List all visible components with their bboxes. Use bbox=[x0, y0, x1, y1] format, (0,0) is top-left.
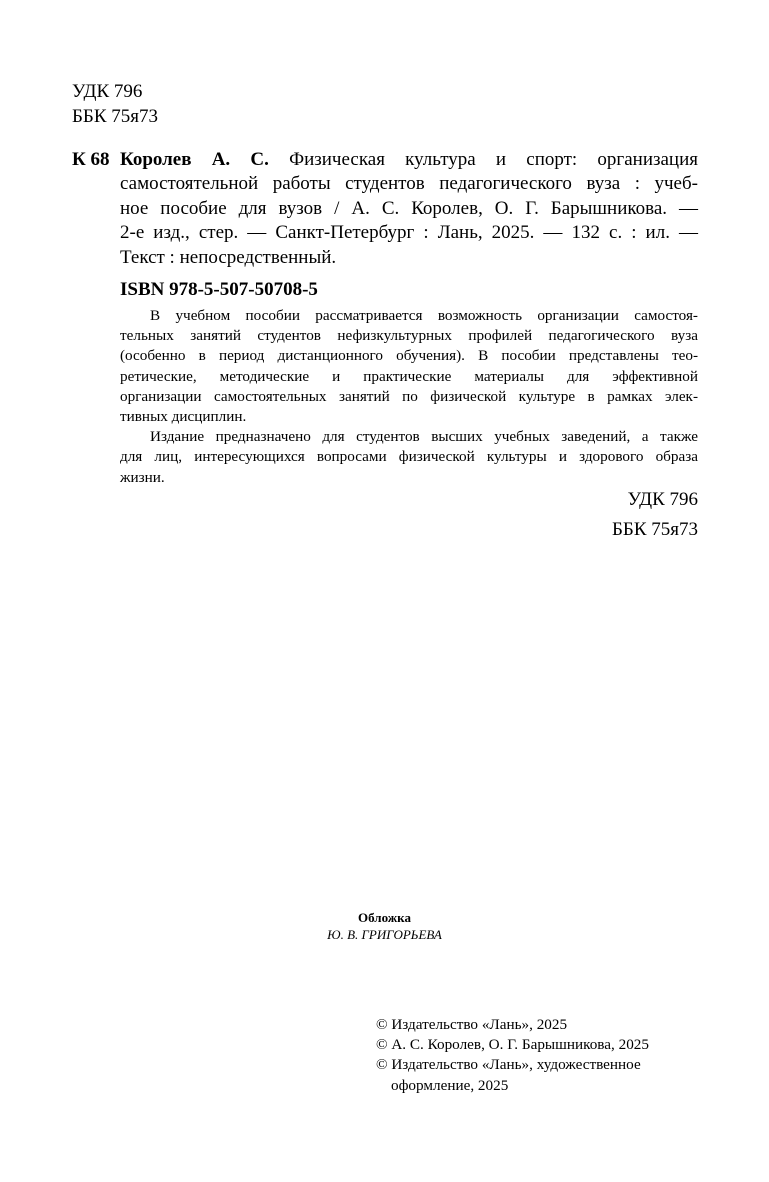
bbk-code-top: ББК 75я73 bbox=[72, 106, 158, 127]
bib-author: Королев А. С. bbox=[120, 149, 269, 170]
annotation-line: Издание предназначено для студентов высших учебных заведений, а также bbox=[150, 428, 698, 446]
bib-line-5: Текст : непосредственный. bbox=[120, 246, 337, 268]
copyright-line: оформление, 2025 bbox=[391, 1076, 509, 1094]
annotation-line: для лиц, интересующихся вопросами физической культуры и здорового образа bbox=[120, 448, 698, 466]
cover-label: Обложка bbox=[358, 910, 411, 925]
author-sign: К 68 bbox=[72, 149, 110, 170]
cover-author: Ю. В. ГРИГОРЬЕВА bbox=[327, 927, 442, 942]
annotation-line: жизни. bbox=[120, 468, 165, 486]
copyright-block bbox=[376, 1015, 649, 1096]
bib-title: Физическая культура и спорт: организация bbox=[268, 149, 698, 170]
annotation-line: тивных дисциплин. bbox=[120, 408, 247, 426]
isbn: ISBN 978-5-507-50708-5 bbox=[120, 279, 318, 300]
udk-code-bottom: УДК 796 bbox=[627, 489, 698, 510]
annotation-line: ретические, методические и практические материалы для эффективной bbox=[120, 367, 698, 385]
bib-line-3: ное пособие для вузов / А. С. Королев, О. Г. Барышникова. — bbox=[120, 197, 698, 219]
annotation bbox=[120, 306, 698, 488]
copyright-line: © Издательство «Лань», 2025 bbox=[376, 1016, 568, 1033]
annotation-line: тельных занятий студентов нефизкультурных профилей педагогического вуза bbox=[120, 327, 698, 345]
copyright-line: © Издательство «Лань», художественное bbox=[376, 1056, 641, 1074]
annotation-line: организации самостоятельных занятий по физической культуре в рамках элек- bbox=[120, 387, 698, 405]
bib-line-2: самостоятельной работы студентов педагогического вуза : учеб- bbox=[120, 173, 698, 195]
udk-code-top: УДК 796 bbox=[72, 81, 143, 102]
bib-line-4: 2-е изд., стер. — Санкт-Петербург : Лань, 2025. — 132 с. : ил. — bbox=[120, 222, 698, 244]
bbk-code-bottom: ББК 75я73 bbox=[612, 519, 698, 540]
bibliographic-record bbox=[120, 148, 698, 270]
annotation-line: (особенно в период дистанционного обучения). В пособии представлены тео- bbox=[120, 347, 698, 365]
bib-line-1 bbox=[120, 148, 698, 172]
annotation-line: В учебном пособии рассматривается возможность организации самостоя- bbox=[150, 307, 698, 324]
copyright-line: © А. С. Королев, О. Г. Барышникова, 2025 bbox=[376, 1036, 649, 1054]
